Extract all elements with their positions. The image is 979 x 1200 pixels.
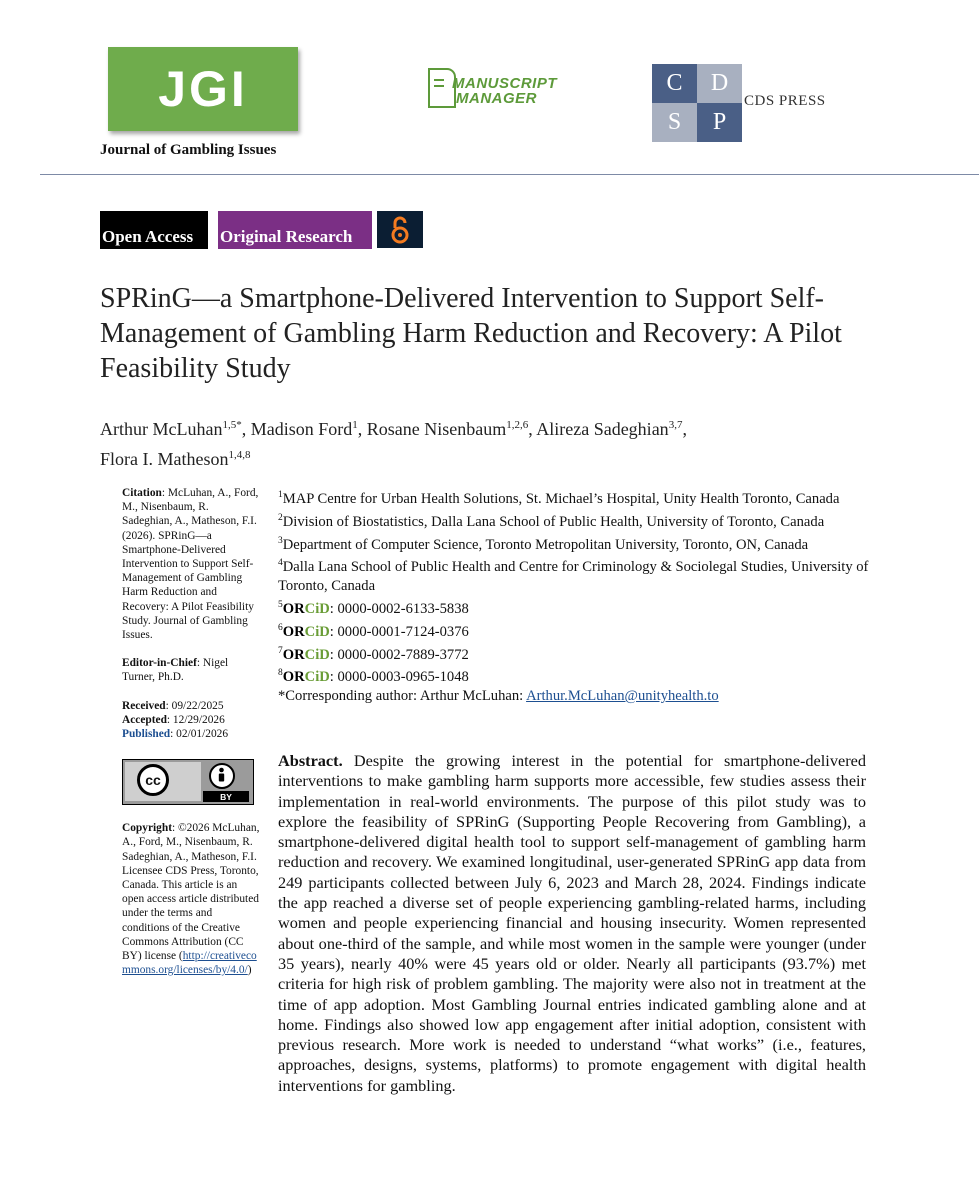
cc-text: cc [145,772,161,789]
orcid-sup: 6 [278,622,283,633]
citation-label: Citation [122,487,162,499]
cdsp-cell-p: P [697,103,742,142]
accepted-label: Accepted [122,713,167,726]
author-name: Arthur McLuhan [100,419,223,439]
affiliation-text: Dalla Lana School of Public Health and Centre for Criminology & Sociolegal Studies, University of Toronto, Canada [278,559,869,595]
copyright [122,821,260,977]
orcid-label: C [304,600,316,617]
author-sup: 1,2,6 [506,419,529,431]
accepted-value: : 12/29/2026 [166,713,225,726]
author-name: Madison Ford [250,419,353,439]
orcid-label: iD [315,669,330,686]
orcid-label: iD [315,600,330,617]
open-access-badge: Open Access [100,211,208,249]
accepted-date [122,713,260,727]
affiliation-item [278,486,878,509]
orcid-label: OR [282,646,305,663]
received-label: Received [122,699,166,712]
orcid-id[interactable]: 0000-0002-7889-3772 [337,646,469,663]
orcid-label: OR [282,600,305,617]
cc-by-license-badge [122,759,254,805]
author-name: Rosane Nisenbaum [366,419,507,439]
orcid-sup: 5 [278,599,283,610]
citation-text: : McLuhan, A., Ford, M., Nisenbaum, R. Sadeghian, A., Matheson, F.I. (2026). SPRinG—a Smartphone-Delivered Intervention to Support Self-Management of Gambling Harm Reduction and Recovery: A Pilot Feasibility Study. Journal of Gambling Issues. [122,487,259,642]
cdsp-press-label: CDS PRESS [744,93,826,109]
orcid-sep: : [329,623,338,640]
orcid-sep: : [329,600,338,617]
orcid-id[interactable]: 0000-0002-6133-5838 [337,600,469,617]
copyright-text: : ©2026 McLuhan, A., Ford, M., Nisenbaum, R. Sadeghian, A., Matheson, F.I. Licensee CDS Press, Toronto, Canada. This article is an open access article distributed under the terms and conditions of the Creative Commons Attribution (CC BY) license ( [122,822,260,963]
by-label: BY [203,791,249,802]
author-sup: 3,7 [668,419,683,431]
orcid-label: C [304,669,316,686]
affiliation-sup: 2 [278,512,283,523]
author-sup: 1 [352,419,358,431]
author-name: Flora I. Matheson [100,449,229,469]
affiliation-item [278,554,878,596]
corresponding-label: *Corresponding author: Arthur McLuhan: [278,688,527,705]
author-sup: 1,5* [222,419,242,431]
orcid-label: OR [282,623,305,640]
orcid-label: C [304,623,316,640]
copyright-close: ) [247,964,252,977]
editor-text: : Nigel Turner, Ph.D. [122,657,229,684]
orcid-label: C [304,646,316,663]
orcid-sup: 7 [278,645,283,656]
orcid-id[interactable]: 0000-0003-0965-1048 [337,669,469,686]
copyright-label: Copyright [122,822,172,835]
orcid-label: OR [282,669,305,686]
orcid-sep: : [329,669,338,686]
cdsp-cell-s: S [667,109,682,135]
abstract-text: Despite the growing interest in the potential for smartphone-delivered interventions to make gambling harm supports more accessible, few studies assess their implementation in real-world environments. The purpose of this pilot study was to explore the feasibility of SPRinG (Supporting People Recovering from Gambling), a smartphone-delivered digital health tool to support self-management of gambling harm reduction and recovery. We examined longitudinal, user-generated SPRinG app data from 249 participants collected between July 6, 2023 and March 28, 2024. Findings indicate the app reached a diverse set of people experiencing gambling-related harms, including women and people experiencing financial and housing insecurity. Women represented about one-third of the sample, and while most women in the sample were younger (under 35 years), nearly 40% were 45 years old or older. Nearly all participants (93.7%) met criteria for high risk of problem gambling. The majority were also not in treatment at the time of app adoption. Most Gambling Journal entries indicated gambling alone and at home. Findings also showed low app engagement after initial adoption, consistent with previous research. More work is needed to understand “what works” (i.e., features, approaches, designs, systems, platforms) to promote engagement with digital health interventions for gambling. [278,751,866,1095]
original-research-badge: Original Research [218,211,372,249]
abstract [278,751,866,1096]
document-icon [428,68,456,108]
orcid-sup: 8 [278,668,283,679]
article-sidebar [122,486,260,977]
abstract-label: Abstract. [278,751,343,770]
attribution-person-icon [209,763,235,789]
document-lines-icon [430,70,454,106]
published-date [122,727,260,741]
open-access-lock-icon [377,211,423,248]
author-sup: 1,4,8 [228,449,251,461]
jgi-logo [108,47,298,131]
orcid-sep: : [329,646,338,663]
citation [122,486,260,642]
open-access-lock-glyph [389,215,411,245]
affiliation-item [278,509,878,532]
affiliation-text: Division of Biostatistics, Dalla Lana School of Public Health, University of Toronto, Canada [282,513,825,530]
orcid-label: iD [315,646,330,663]
cdsp-cell-d: D [710,70,729,96]
corresponding-author [278,687,878,706]
manuscript-manager-logo [428,68,557,108]
editor [122,656,260,684]
cc-icon [137,764,169,796]
cdsp-logo [652,64,742,142]
affiliation-sup: 1 [278,490,283,500]
orcid-item [278,619,878,642]
orcid-label: iD [315,623,330,640]
affiliations [278,486,878,706]
editor-label: Editor-in-Chief [122,657,197,670]
license-link[interactable]: http://creativecommons.org/licenses/by/4.0/ [122,950,257,977]
affiliation-text: Department of Computer Science, Toronto Metropolitan University, Toronto, ON, Canada [282,536,809,553]
jgi-logo-text: JGI [158,61,248,117]
article-title: SPRinG—a Smartphone-Delivered Intervention to Support Self-Management of Gambling Harm Reduction and Recovery: A Pilot Feasibility Study [100,283,842,384]
affiliation-text: MAP Centre for Urban Health Solutions, St. Michael’s Hospital, Unity Health Toronto, Canada [282,490,840,507]
published-label: Published [122,728,171,741]
mm-line1: MANUSCRIPT [452,75,557,92]
author-list: Arthur McLuhan$^{1,5*}$, Madison Ford$^1$, Rosane Nisenbaum$^{1,2,6}$, Alireza Sadeghian$^{3,7}$, Flora I. Matheson$^{1,4,8}$ [100,419,687,469]
corresponding-email-link[interactable]: Arthur.McLuhan@unityhealth.to [526,688,719,705]
journal-name: Journal of Gambling Issues [100,142,277,158]
affiliation-sup: 4 [278,558,283,569]
orcid-id[interactable]: 0000-0001-7124-0376 [337,623,469,640]
cdsp-cell-c: C [652,64,697,103]
orcid-item [278,664,878,687]
published-value: : 02/01/2026 [170,728,229,741]
manuscript-manager-text [452,76,557,106]
affiliation-item [278,532,878,555]
received-value: : 09/22/2025 [165,699,224,712]
author-name: Alireza Sadeghian [536,419,669,439]
mm-line2: MANAGER [456,90,537,107]
received-date [122,699,260,713]
header-divider [40,174,979,175]
affiliation-sup: 3 [278,535,283,546]
orcid-item [278,642,878,665]
orcid-item [278,596,878,619]
